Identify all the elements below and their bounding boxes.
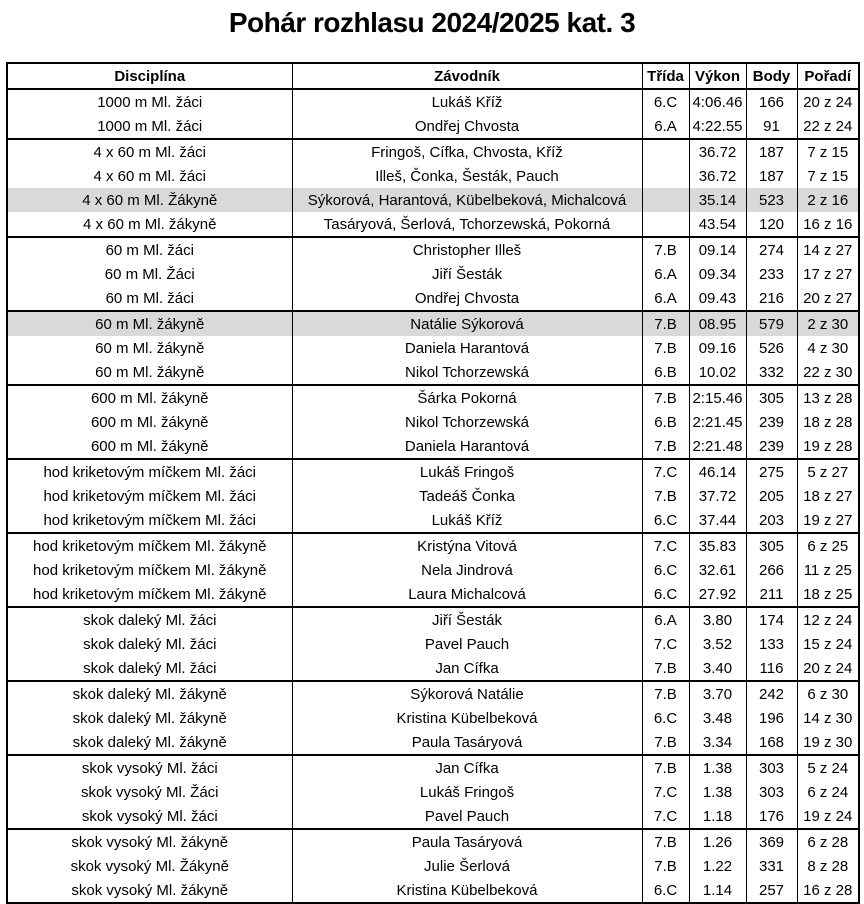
table-row [7,286,859,311]
table-row [7,262,859,286]
cell-zavodnik: Sýkorová Natálie [292,681,642,706]
cell-poradi: 18 z 25 [797,582,859,607]
cell-vykon: 09.14 [689,237,746,262]
cell-vykon: 3.52 [689,632,746,656]
cell-body: 176 [746,804,797,829]
cell-disciplina: 1000 m Ml. žáci [7,89,292,114]
cell-vykon: 43.54 [689,212,746,237]
cell-body: 274 [746,237,797,262]
table-row [7,385,859,410]
cell-body: 174 [746,607,797,632]
cell-trida: 6.A [642,262,689,286]
cell-disciplina: 600 m Ml. žákyně [7,410,292,434]
cell-trida: 7.B [642,681,689,706]
cell-trida: 7.B [642,484,689,508]
cell-body: 205 [746,484,797,508]
cell-zavodnik: Nikol Tchorzewská [292,410,642,434]
cell-vykon: 1.38 [689,755,746,780]
cell-body: 266 [746,558,797,582]
cell-disciplina: skok daleký Ml. žákyně [7,681,292,706]
table-row [7,607,859,632]
results-table [6,62,860,904]
cell-poradi: 18 z 27 [797,484,859,508]
table-row [7,878,859,903]
cell-trida: 7.B [642,829,689,854]
cell-trida: 6.B [642,410,689,434]
cell-trida: 7.B [642,237,689,262]
column-header-zavodnik: Závodník [292,63,642,89]
cell-zavodnik: Nikol Tchorzewská [292,360,642,385]
cell-poradi: 2 z 16 [797,188,859,212]
cell-disciplina: skok daleký Ml. žákyně [7,706,292,730]
cell-trida: 7.C [642,533,689,558]
cell-zavodnik: Kristina Kübelbeková [292,706,642,730]
cell-vykon: 27.92 [689,582,746,607]
table-row [7,730,859,755]
cell-poradi: 13 z 28 [797,385,859,410]
cell-zavodnik: Fringoš, Cífka, Chvosta, Kříž [292,139,642,164]
cell-zavodnik: Daniela Harantová [292,434,642,459]
cell-body: 216 [746,286,797,311]
cell-vykon: 3.70 [689,681,746,706]
cell-trida: 6.C [642,878,689,903]
cell-poradi: 20 z 24 [797,89,859,114]
cell-disciplina: skok vysoký Ml. žákyně [7,829,292,854]
cell-poradi: 6 z 24 [797,780,859,804]
cell-poradi: 18 z 28 [797,410,859,434]
cell-poradi: 6 z 28 [797,829,859,854]
cell-poradi: 19 z 27 [797,508,859,533]
table-row [7,114,859,139]
cell-body: 242 [746,681,797,706]
cell-body: 120 [746,212,797,237]
cell-body: 211 [746,582,797,607]
cell-zavodnik: Sýkorová, Harantová, Kübelbeková, Michalcová [292,188,642,212]
cell-poradi: 20 z 24 [797,656,859,681]
cell-disciplina: hod kriketovým míčkem Ml. žákyně [7,533,292,558]
cell-vykon: 09.34 [689,262,746,286]
cell-trida [642,188,689,212]
cell-body: 91 [746,114,797,139]
cell-vykon: 36.72 [689,139,746,164]
cell-trida: 7.B [642,336,689,360]
cell-zavodnik: Jan Cífka [292,656,642,681]
cell-disciplina: 60 m Ml. žákyně [7,336,292,360]
cell-poradi: 6 z 25 [797,533,859,558]
table-row [7,360,859,385]
cell-vykon: 37.44 [689,508,746,533]
cell-disciplina: hod kriketovým míčkem Ml. žáci [7,508,292,533]
cell-vykon: 09.16 [689,336,746,360]
cell-disciplina: 60 m Ml. žákyně [7,311,292,336]
cell-disciplina: 1000 m Ml. žáci [7,114,292,139]
cell-disciplina: 600 m Ml. žákyně [7,385,292,410]
cell-trida: 7.B [642,434,689,459]
cell-body: 239 [746,434,797,459]
cell-body: 166 [746,89,797,114]
table-row [7,484,859,508]
cell-zavodnik: Jan Cífka [292,755,642,780]
cell-body: 523 [746,188,797,212]
cell-poradi: 16 z 16 [797,212,859,237]
table-row [7,434,859,459]
cell-poradi: 16 z 28 [797,878,859,903]
table-row [7,632,859,656]
table-row [7,188,859,212]
cell-vykon: 32.61 [689,558,746,582]
cell-body: 203 [746,508,797,533]
cell-poradi: 5 z 24 [797,755,859,780]
cell-trida: 6.C [642,89,689,114]
cell-vykon: 35.83 [689,533,746,558]
table-row [7,854,859,878]
table-row [7,558,859,582]
cell-poradi: 14 z 27 [797,237,859,262]
cell-trida [642,139,689,164]
page-title: Pohár rozhlasu 2024/2025 kat. 3 [228,7,636,38]
cell-poradi: 5 z 27 [797,459,859,484]
cell-zavodnik: Lukáš Kříž [292,89,642,114]
cell-trida: 7.C [642,780,689,804]
cell-poradi: 22 z 30 [797,360,859,385]
cell-disciplina: 60 m Ml. Žáci [7,262,292,286]
column-header-disciplina: Disciplína [7,63,292,89]
cell-zavodnik: Lukáš Kříž [292,508,642,533]
cell-zavodnik: Tadeáš Čonka [292,484,642,508]
cell-body: 369 [746,829,797,854]
cell-disciplina: 60 m Ml. žáci [7,237,292,262]
cell-body: 275 [746,459,797,484]
table-row [7,237,859,262]
cell-trida: 7.B [642,755,689,780]
table-header-row [7,63,859,89]
cell-poradi: 11 z 25 [797,558,859,582]
table-row [7,164,859,188]
cell-trida: 6.C [642,706,689,730]
cell-zavodnik: Laura Michalcová [292,582,642,607]
cell-zavodnik: Christopher Illeš [292,237,642,262]
cell-zavodnik: Ondřej Chvosta [292,114,642,139]
cell-vykon: 46.14 [689,459,746,484]
cell-body: 305 [746,385,797,410]
cell-vykon: 1.26 [689,829,746,854]
cell-body: 116 [746,656,797,681]
table-row [7,336,859,360]
cell-trida: 6.C [642,558,689,582]
table-row [7,780,859,804]
cell-zavodnik: Paula Tasáryová [292,730,642,755]
cell-trida: 6.A [642,114,689,139]
table-row [7,755,859,780]
cell-body: 187 [746,139,797,164]
table-row [7,212,859,237]
cell-disciplina: 600 m Ml. žákyně [7,434,292,459]
cell-zavodnik: Illeš, Čonka, Šesták, Pauch [292,164,642,188]
cell-zavodnik: Kristina Kübelbeková [292,878,642,903]
cell-trida: 7.B [642,311,689,336]
cell-poradi: 19 z 24 [797,804,859,829]
cell-body: 196 [746,706,797,730]
cell-zavodnik: Ondřej Chvosta [292,286,642,311]
cell-poradi: 7 z 15 [797,139,859,164]
cell-body: 579 [746,311,797,336]
cell-body: 168 [746,730,797,755]
cell-disciplina: skok vysoký Ml. Žáci [7,780,292,804]
cell-zavodnik: Natálie Sýkorová [292,311,642,336]
cell-body: 526 [746,336,797,360]
cell-trida: 6.C [642,582,689,607]
cell-body: 331 [746,854,797,878]
cell-disciplina: hod kriketovým míčkem Ml. žáci [7,459,292,484]
cell-vykon: 10.02 [689,360,746,385]
column-header-trida: Třída [642,63,689,89]
cell-zavodnik: Pavel Pauch [292,804,642,829]
cell-disciplina: 60 m Ml. žáci [7,286,292,311]
cell-trida: 7.B [642,656,689,681]
cell-disciplina: 4 x 60 m Ml. žáci [7,164,292,188]
cell-vykon: 3.48 [689,706,746,730]
cell-trida [642,212,689,237]
cell-body: 187 [746,164,797,188]
cell-vykon: 2:21.45 [689,410,746,434]
cell-trida: 7.B [642,854,689,878]
cell-zavodnik: Lukáš Fringoš [292,780,642,804]
cell-vykon: 1.14 [689,878,746,903]
cell-body: 239 [746,410,797,434]
cell-poradi: 14 z 30 [797,706,859,730]
cell-disciplina: skok vysoký Ml. žáci [7,804,292,829]
column-header-poradi: Pořadí [797,63,859,89]
cell-disciplina: skok vysoký Ml. žáci [7,755,292,780]
table-row [7,459,859,484]
cell-zavodnik: Tasáryová, Šerlová, Tchorzewská, Pokorná [292,212,642,237]
cell-poradi: 8 z 28 [797,854,859,878]
table-row [7,508,859,533]
cell-zavodnik: Paula Tasáryová [292,829,642,854]
column-header-body: Body [746,63,797,89]
cell-trida: 6.A [642,607,689,632]
cell-poradi: 19 z 28 [797,434,859,459]
table-row [7,804,859,829]
table-row [7,706,859,730]
table-row [7,311,859,336]
cell-vykon: 35.14 [689,188,746,212]
cell-poradi: 17 z 27 [797,262,859,286]
cell-disciplina: skok daleký Ml. žáci [7,656,292,681]
cell-disciplina: skok daleký Ml. žáci [7,632,292,656]
cell-body: 303 [746,755,797,780]
cell-poradi: 6 z 30 [797,681,859,706]
cell-trida: 6.A [642,286,689,311]
table-row [7,533,859,558]
cell-vykon: 4:06.46 [689,89,746,114]
cell-vykon: 3.34 [689,730,746,755]
cell-zavodnik: Kristýna Vitová [292,533,642,558]
cell-disciplina: 4 x 60 m Ml. žáci [7,139,292,164]
table-row [7,139,859,164]
cell-disciplina: 4 x 60 m Ml. žákyně [7,212,292,237]
cell-vykon: 2:21.48 [689,434,746,459]
cell-disciplina: hod kriketovým míčkem Ml. žáci [7,484,292,508]
cell-poradi: 19 z 30 [797,730,859,755]
cell-trida: 7.B [642,730,689,755]
cell-trida [642,164,689,188]
cell-poradi: 22 z 24 [797,114,859,139]
table-row [7,681,859,706]
cell-disciplina: skok vysoký Ml. Žákyně [7,854,292,878]
cell-disciplina: hod kriketovým míčkem Ml. žákyně [7,558,292,582]
cell-trida: 7.C [642,804,689,829]
cell-disciplina: 60 m Ml. žákyně [7,360,292,385]
cell-trida: 7.C [642,459,689,484]
cell-zavodnik: Nela Jindrová [292,558,642,582]
cell-zavodnik: Jiří Šesták [292,262,642,286]
cell-vykon: 3.40 [689,656,746,681]
cell-zavodnik: Šárka Pokorná [292,385,642,410]
table-row [7,656,859,681]
table-row [7,89,859,114]
cell-body: 233 [746,262,797,286]
cell-poradi: 2 z 30 [797,311,859,336]
cell-disciplina: skok vysoký Ml. žákyně [7,878,292,903]
cell-vykon: 09.43 [689,286,746,311]
cell-zavodnik: Daniela Harantová [292,336,642,360]
cell-vykon: 2:15.46 [689,385,746,410]
cell-disciplina: 4 x 60 m Ml. Žákyně [7,188,292,212]
cell-disciplina: hod kriketovým míčkem Ml. žákyně [7,582,292,607]
cell-vykon: 1.18 [689,804,746,829]
cell-disciplina: skok daleký Ml. žáci [7,607,292,632]
cell-trida: 6.B [642,360,689,385]
cell-vykon: 1.38 [689,780,746,804]
table-row [7,582,859,607]
cell-poradi: 7 z 15 [797,164,859,188]
cell-vykon: 3.80 [689,607,746,632]
cell-zavodnik: Lukáš Fringoš [292,459,642,484]
cell-poradi: 15 z 24 [797,632,859,656]
cell-vykon: 08.95 [689,311,746,336]
cell-disciplina: skok daleký Ml. žákyně [7,730,292,755]
table-row [7,829,859,854]
cell-poradi: 12 z 24 [797,607,859,632]
cell-zavodnik: Pavel Pauch [292,632,642,656]
cell-vykon: 4:22.55 [689,114,746,139]
cell-zavodnik: Julie Šerlová [292,854,642,878]
cell-trida: 7.B [642,385,689,410]
table-row [7,410,859,434]
cell-body: 257 [746,878,797,903]
cell-trida: 7.C [642,632,689,656]
cell-body: 133 [746,632,797,656]
cell-zavodnik: Jiří Šesták [292,607,642,632]
cell-trida: 6.C [642,508,689,533]
cell-vykon: 36.72 [689,164,746,188]
cell-poradi: 20 z 27 [797,286,859,311]
column-header-vykon: Výkon [689,63,746,89]
cell-poradi: 4 z 30 [797,336,859,360]
cell-vykon: 1.22 [689,854,746,878]
cell-vykon: 37.72 [689,484,746,508]
cell-body: 332 [746,360,797,385]
cell-body: 305 [746,533,797,558]
cell-body: 303 [746,780,797,804]
